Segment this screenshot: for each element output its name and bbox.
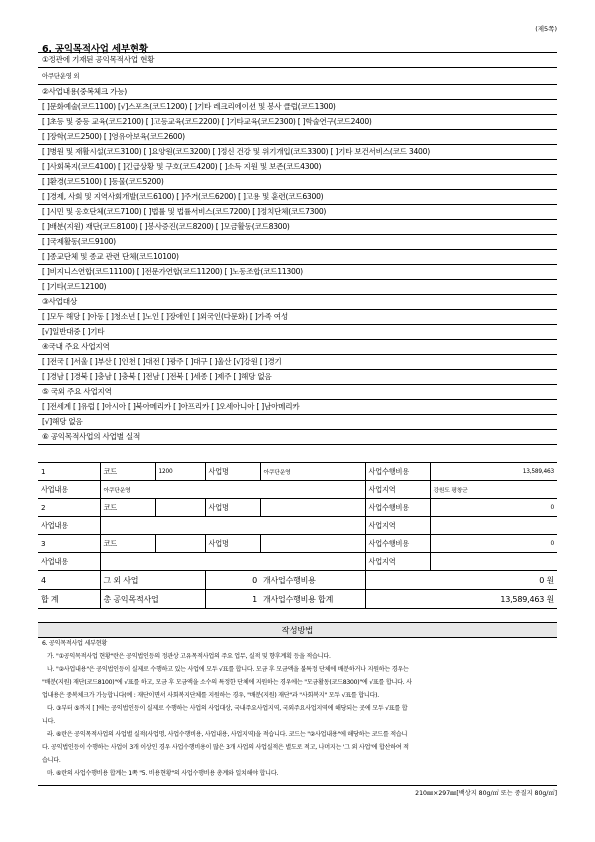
section2-line[interactable]: [ ]병원 및 재활시설(코드3100) [ ]요양원(코드3200) [ ]정신 건강 및 위기개입(코드3300) [ ]기타 보건서비스(코드 3400) bbox=[38, 145, 557, 160]
method-line: 나. "②사업내용"은 공익법인등이 실제로 수행하고 있는 사업에 모두 √표를 합니다. 모금 후 모금액을 불특정 단체에 배분하거나 지원하는 경우는 bbox=[47, 666, 409, 673]
section5-line[interactable]: [√]해당 없음 bbox=[38, 415, 557, 430]
biz-region-value[interactable]: 강원도 평창군 bbox=[430, 481, 557, 499]
performance-table bbox=[38, 462, 557, 609]
section2-line[interactable]: [ ]환경(코드5100) [ ]동물(코드5200) bbox=[38, 175, 557, 190]
method-line: 니다. bbox=[42, 718, 55, 725]
code-label: 코드 bbox=[100, 499, 155, 517]
page-title: 6. 공익목적사업 세부현황 bbox=[42, 44, 148, 55]
biz-cost-label: 사업수행비용 bbox=[365, 499, 430, 517]
section4-label: ④국내 주요 사업지역 bbox=[38, 340, 557, 355]
table-row-other bbox=[38, 571, 557, 590]
section1-label: ①정관에 기재된 공익목적사업 현황 bbox=[38, 53, 557, 68]
method-body bbox=[38, 637, 557, 780]
section4-line[interactable]: [ ]경남 [ ]경북 [ ]충남 [ ]충북 [ ]전남 [ ]전북 [ ]세종 [ ]제주 [ ]해당 없음 bbox=[38, 370, 557, 385]
biz-cost-value[interactable]: 13,589,463 bbox=[430, 463, 557, 481]
item-no: 1 bbox=[38, 463, 100, 481]
section2-line[interactable]: [ ]시민 및 옹호단체(코드7100) [ ]법률 및 법률서비스(코드7200) [ ]정치단체(코드7300) bbox=[38, 205, 557, 220]
section3-line[interactable]: [√]일반대중 [ ]기타 bbox=[38, 325, 557, 340]
biz-cost-value[interactable]: 0 bbox=[430, 535, 557, 553]
biz-content-label: 사업내용 bbox=[38, 553, 100, 571]
biz-name-label: 사업명 bbox=[205, 463, 260, 481]
divider bbox=[38, 785, 557, 786]
section2-line[interactable]: [ ]문화예술(코드1100) [√]스포츠(코드1200) [ ]기타 레크리에이션 및 봉사 클럽(코드1300) bbox=[38, 100, 557, 115]
item-no: 3 bbox=[38, 535, 100, 553]
table-row bbox=[38, 463, 557, 481]
biz-region-value[interactable] bbox=[430, 517, 557, 535]
biz-region-label: 사업지역 bbox=[365, 481, 430, 499]
biz-name-label: 사업명 bbox=[205, 535, 260, 553]
method-line: 6. 공익목적사업 세부현황 bbox=[42, 640, 108, 647]
biz-cost-value[interactable]: 0 bbox=[430, 499, 557, 517]
section2-line[interactable]: [ ]장학(코드2500) [ ]영유아보육(코드2600) bbox=[38, 130, 557, 145]
form-sections bbox=[38, 53, 557, 445]
section2-line[interactable]: [ ]초등 및 중등 교육(코드2100) [ ]고등교육(코드2200) [ ]기타교육(코드2300) [ ]학술연구(코드2400) bbox=[38, 115, 557, 130]
biz-content-value[interactable] bbox=[100, 517, 365, 535]
other-cost-label: 개사업수행비용 bbox=[260, 571, 365, 590]
section5-label: ⑤ 국외 주요 사업지역 bbox=[38, 385, 557, 400]
code-value[interactable] bbox=[155, 535, 205, 553]
other-label: 그 외 사업 bbox=[100, 571, 205, 590]
section2-line[interactable]: [ ]경제, 사회 및 지역사회개발(코드6100) [ ]주거(코드6200) [ ]고용 및 훈련(코드6300) bbox=[38, 190, 557, 205]
code-value[interactable] bbox=[155, 499, 205, 517]
section1-value: 아쿠단운영 외 bbox=[38, 68, 557, 85]
biz-region-label: 사업지역 bbox=[365, 517, 430, 535]
section4-line[interactable]: [ ]전국 [ ]서울 [ ]부산 [ ]인천 [ ]대전 [ ]광주 [ ]대구 [ ]울산 [√]강원 [ ]경기 bbox=[38, 355, 557, 370]
code-label: 코드 bbox=[100, 535, 155, 553]
total-name: 총 공익목적사업 bbox=[100, 590, 205, 609]
method-title: 작성방법 bbox=[38, 622, 557, 638]
method-line: 가. "①공익목적사업 현황"란은 공익법인등의 정관상 고유목적사업의 주요 업무, 실적 및 향후계획 등을 적습니다. bbox=[47, 653, 331, 660]
method-line: 다. ③부터 ⑤까지 [ ]에는 공익법인등이 실제로 수행하는 사업의 사업대상, 국내주요사업지역, 국외주요사업지역에 해당되는 곳에 모두 √표를 합 bbox=[47, 705, 408, 712]
total-cost-label: 개사업수행비용 합계 bbox=[260, 590, 365, 609]
method-line: 습니다. bbox=[42, 757, 61, 764]
table-row-total bbox=[38, 590, 557, 609]
form-page-number: (제5쪽) bbox=[535, 25, 557, 33]
biz-name-value[interactable] bbox=[260, 499, 365, 517]
method-line: 라. ⑥란은 공익목적사업의 사업별 실적(사업명, 사업수행비용, 사업내용, 사업지역)을 적습니다. 코드는 "②사업내용"에 해당하는 코드를 적습니 bbox=[47, 731, 408, 738]
total-count[interactable]: 1 bbox=[205, 590, 260, 609]
biz-content-label: 사업내용 bbox=[38, 481, 100, 499]
total-label: 합 계 bbox=[38, 590, 100, 609]
table-row bbox=[38, 481, 557, 499]
biz-name-value[interactable] bbox=[260, 535, 365, 553]
section2-label: ②사업내용(중복체크 가능) bbox=[38, 85, 557, 100]
method-line: 다. 공익법인등이 수행하는 사업이 3개 이상인 경우 사업수행비용이 많은 3개 사업의 사업실적은 별도로 적고, 나머지는 '그 외 사업'에 합산하여 적 bbox=[42, 744, 409, 751]
table-row bbox=[38, 553, 557, 571]
biz-cost-label: 사업수행비용 bbox=[365, 463, 430, 481]
section3-label: ③사업대상 bbox=[38, 295, 557, 310]
biz-region-label: 사업지역 bbox=[365, 553, 430, 571]
other-cost-value[interactable]: 0 원 bbox=[365, 571, 557, 590]
code-value[interactable]: 1200 bbox=[155, 463, 205, 481]
biz-region-value[interactable] bbox=[430, 553, 557, 571]
item-no: 2 bbox=[38, 499, 100, 517]
section2-line[interactable]: [ ]배분(지원) 재단(코드8100) [ ]봉사증진(코드8200) [ ]모금활동(코드8300) bbox=[38, 220, 557, 235]
section6-label: ⑥ 공익목적사업의 사업별 실적 bbox=[38, 430, 557, 445]
item-no: 4 bbox=[38, 571, 100, 590]
section2-line[interactable]: [ ]국제활동(코드9100) bbox=[38, 235, 557, 250]
code-label: 코드 bbox=[100, 463, 155, 481]
biz-cost-label: 사업수행비용 bbox=[365, 535, 430, 553]
biz-name-label: 사업명 bbox=[205, 499, 260, 517]
section2-line[interactable]: [ ]비지니스연합(코드11100) [ ]전문가연합(코드11200) [ ]노동조합(코드11300) bbox=[38, 265, 557, 280]
section2-line[interactable]: [ ]종교단체 및 종교 관련 단체(코드10100) bbox=[38, 250, 557, 265]
section2-line[interactable]: [ ]기타(코드12100) bbox=[38, 280, 557, 295]
section2-line[interactable]: [ ]사회복지(코드4100) [ ]긴급상황 및 구호(코드4200) [ ]소득 지원 및 보존(코드4300) bbox=[38, 160, 557, 175]
section5-line[interactable]: [ ]전세계 [ ]유럽 [ ]아시아 [ ]북아메리카 [ ]아프리카 [ ]오세아니아 [ ]남아메리카 bbox=[38, 400, 557, 415]
method-line: "배분(지원) 재단(코드8100)"에 √표를 하고, 모금 후 모금액을 소수의 특정한 단체에 지원하는 경우에는 "모금활동(코드8300)"에 √표를 합니다. 사 bbox=[42, 679, 412, 686]
method-line: 마. ⑥란의 사업수행비용 합계는 1쪽 "5. 비용현황"의 사업수행비용 총계와 일치해야 합니다. bbox=[47, 770, 279, 777]
table-row bbox=[38, 535, 557, 553]
biz-content-label: 사업내용 bbox=[38, 517, 100, 535]
biz-name-value[interactable]: 아쿠단운영 bbox=[260, 463, 365, 481]
paper-spec: 210㎜×297㎜[백상지 80g/㎡ 또는 중질지 80g/㎡] bbox=[415, 790, 557, 797]
total-cost-value[interactable]: 13,589,463 원 bbox=[365, 590, 557, 609]
other-count[interactable]: 0 bbox=[205, 571, 260, 590]
table-row bbox=[38, 517, 557, 535]
biz-content-value[interactable]: 아쿠단운영 bbox=[100, 481, 365, 499]
method-line: 업내용은 중복체크가 가능합니다(예 : 재단이면서 사회복지단체를 지원하는 경우, "배분(지원) 재단"과 "사회복지" 모두 √표를 합니다). bbox=[42, 692, 379, 699]
biz-content-value[interactable] bbox=[100, 553, 365, 571]
section3-line[interactable]: [ ]모두 해당 [ ]아동 [ ]청소년 [ ]노인 [ ]장애인 [ ]외국인(다문화) [ ]가족 여성 bbox=[38, 310, 557, 325]
table-row bbox=[38, 499, 557, 517]
